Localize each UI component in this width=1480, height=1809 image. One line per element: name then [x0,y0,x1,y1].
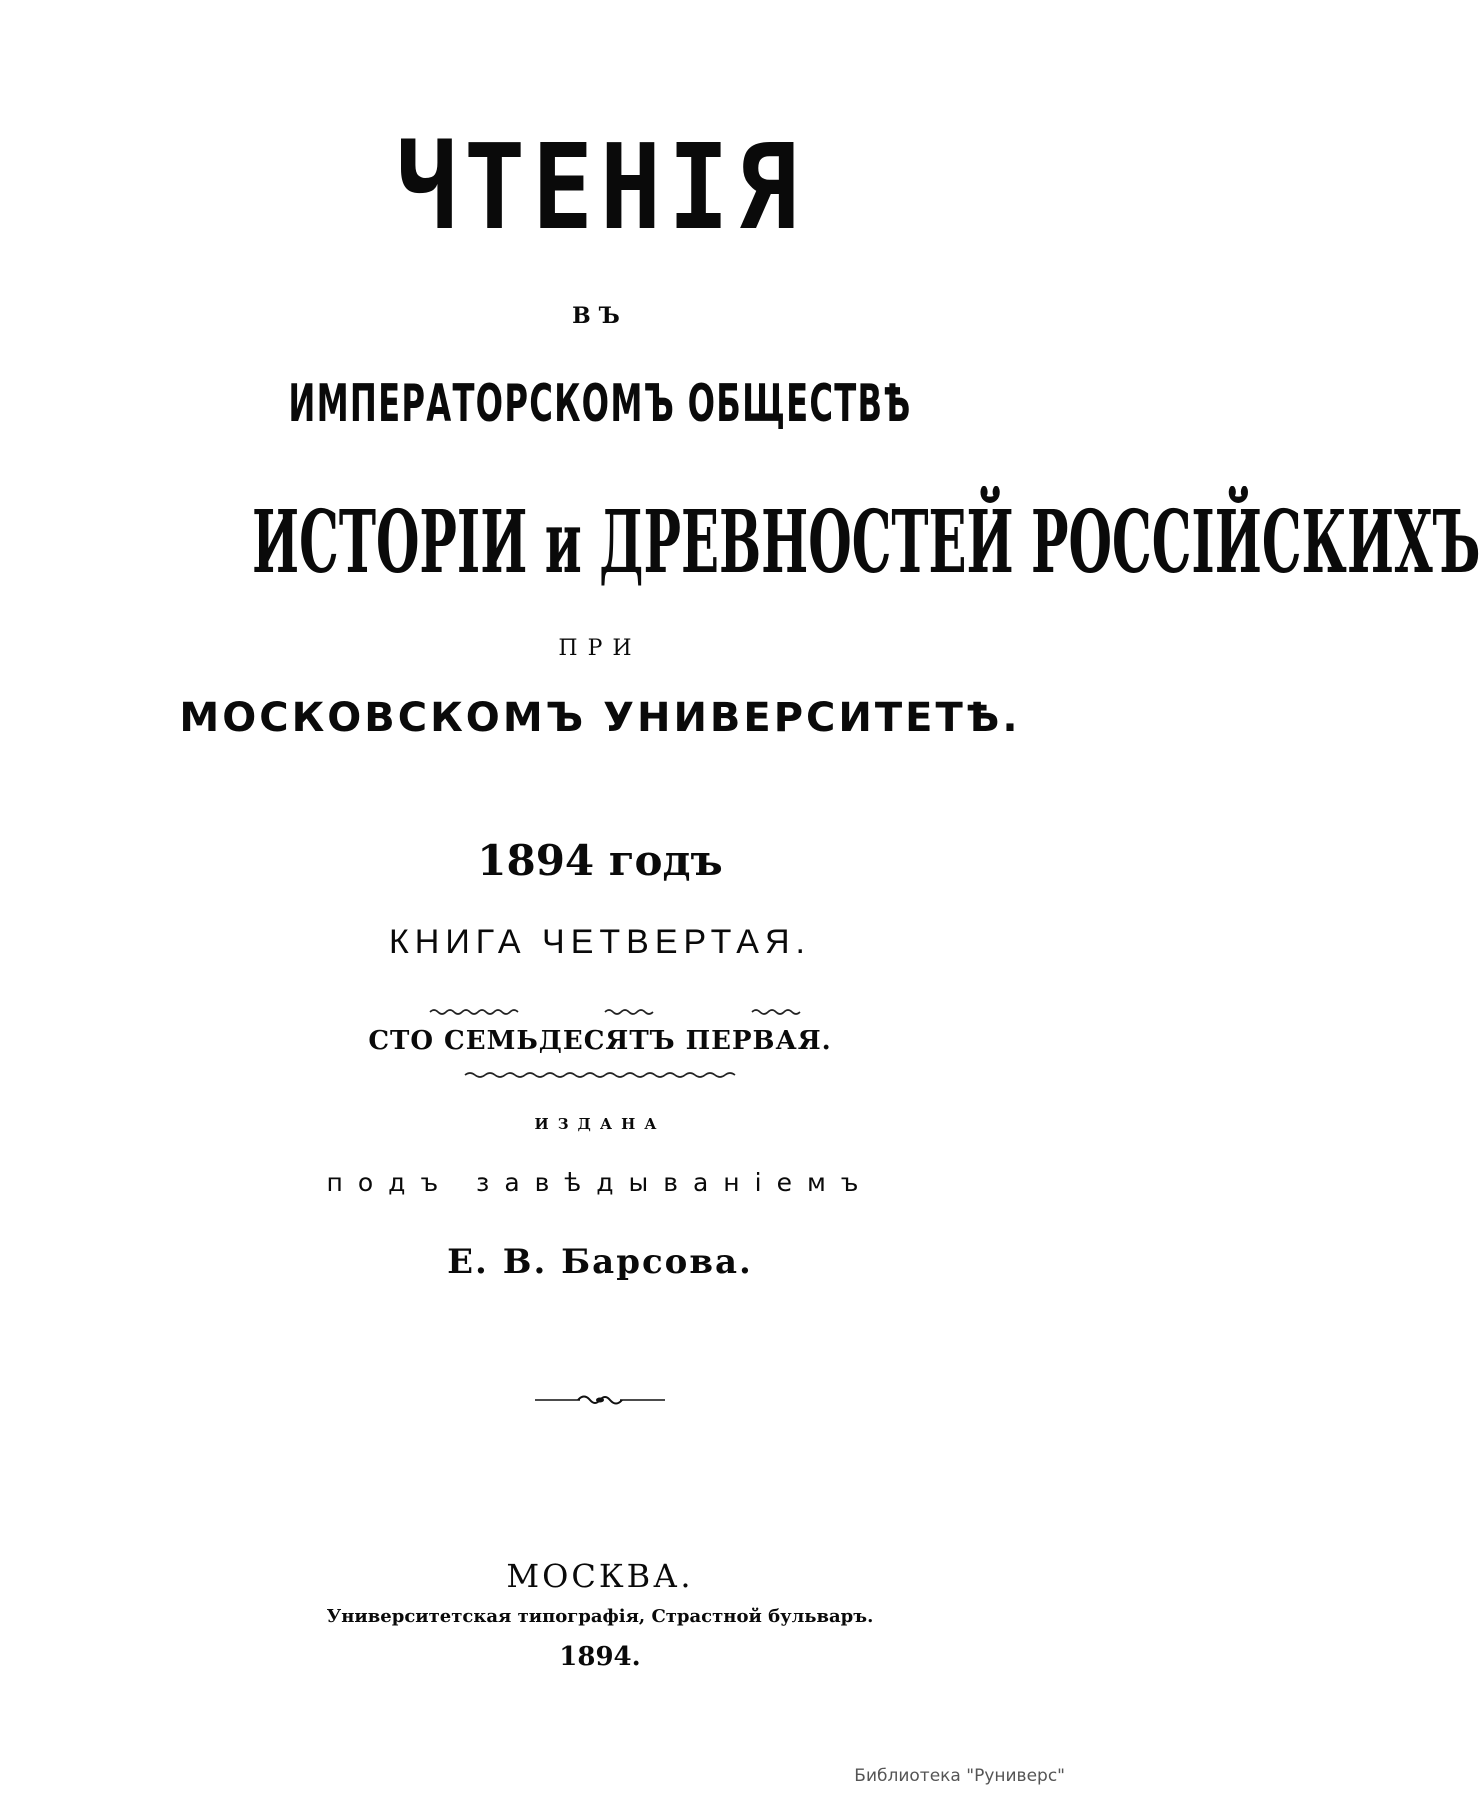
imprint-press: Университетская типографія, Страстной бульваръ. [326,1606,874,1627]
flourish-ornament [0,1392,1200,1408]
society-line: ИМПЕРАТОРСКОМЪ ОБЩЕСТВѢ [288,374,912,434]
imprint-year: 1894. [559,1642,641,1672]
editor-name: Е. В. Барсова. [447,1242,753,1282]
published-label: ИЗДАНА [534,1115,666,1133]
volume-line: СТО СЕМЬДЕСЯТЪ ПЕРВАЯ. [368,1026,832,1056]
year-line: 1894 годъ [477,836,723,885]
main-title: ЧТЕНІЯ [396,118,804,256]
preposition-pri: ПРИ [558,636,642,661]
editor-line: подъ завѣдываніемъ [326,1168,874,1197]
library-watermark: Библиотека "Руниверс" [854,1766,1065,1786]
preposition-v: ВЪ [572,303,628,329]
book-line: КНИГА ЧЕТВЕРТАЯ. [389,923,811,961]
university-line: МОСКОВСКОМЪ УНИВЕРСИТЕТѢ. [179,695,1021,741]
wavy-rule-top-ornament [0,1005,1200,1019]
history-line: ИСТОРІИ и ДРЕВНОСТЕЙ РОССІЙСКИХЪ [252,492,1480,593]
wavy-rule-bottom-ornament [0,1068,1200,1082]
imprint-city: МОСКВА. [506,1557,694,1595]
